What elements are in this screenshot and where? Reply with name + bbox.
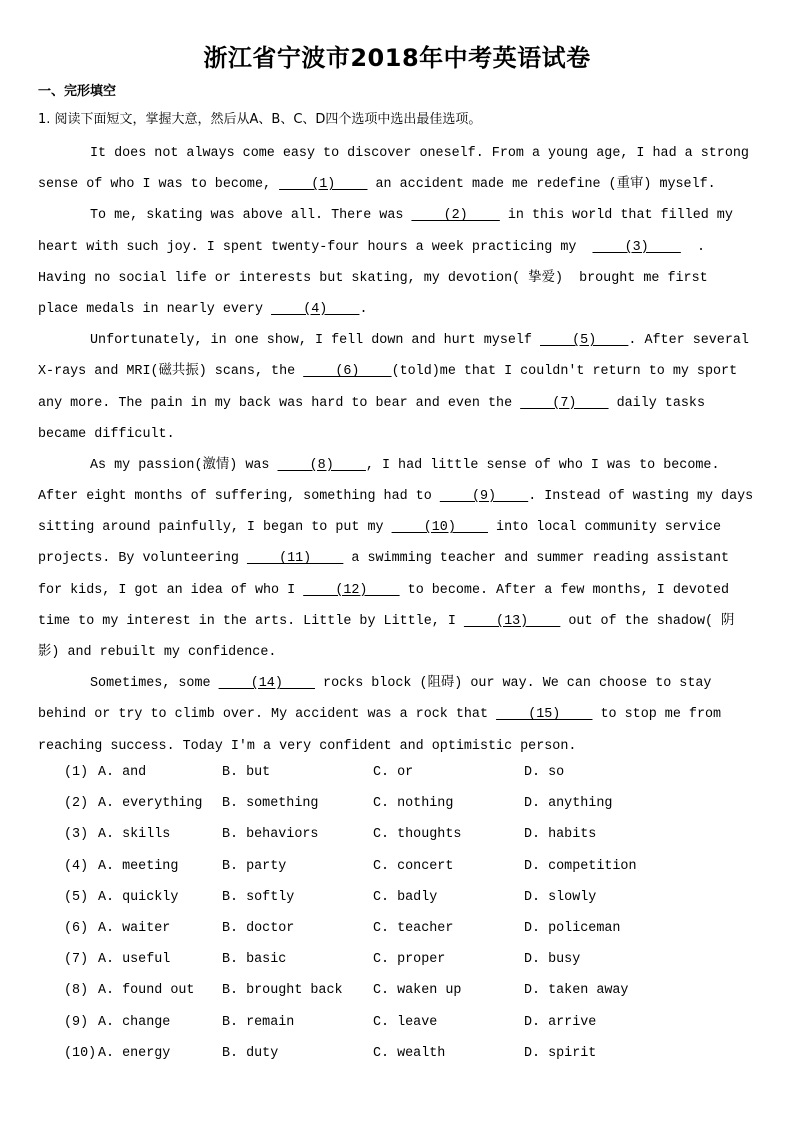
cloze-blank[interactable]: (5)	[540, 333, 629, 349]
option-a[interactable]: A. energy	[98, 1045, 171, 1061]
option-b[interactable]: B. party	[222, 858, 287, 874]
passage-text: , I had little sense of who I was to become.	[365, 457, 720, 473]
option-b[interactable]: B. behaviors	[222, 827, 319, 843]
option-a[interactable]: A. waiter	[98, 920, 171, 936]
cloze-blank[interactable]: (6)	[303, 364, 392, 380]
passage-text: out of the shadow( 阴	[560, 613, 735, 629]
cloze-passage	[38, 138, 758, 762]
passage-text: To me, skating was above all. There was	[90, 208, 412, 224]
question-number: (4)	[64, 858, 89, 874]
cloze-blank[interactable]: (10)	[391, 520, 489, 536]
cloze-blank[interactable]: (14)	[218, 676, 316, 692]
passage-text: X-rays and MRI(磁共振) scans, the	[38, 364, 304, 380]
option-d[interactable]: D. taken away	[524, 983, 629, 999]
passage-line	[38, 138, 758, 169]
question-row	[64, 882, 764, 913]
cloze-blank[interactable]: (7)	[520, 395, 609, 411]
passage-text: any more. The pain in my back was hard to bear and even the	[38, 395, 521, 411]
cloze-blank[interactable]: (9)	[439, 489, 529, 505]
option-c[interactable]: C. proper	[373, 952, 446, 968]
passage-text: to become. After a few months, I devoted	[399, 582, 730, 598]
passage-text: sense of who I was to become,	[38, 177, 280, 193]
passage-line	[38, 543, 758, 574]
question-row	[64, 819, 764, 850]
question-number: (3)	[64, 827, 89, 843]
passage-line	[38, 575, 758, 606]
option-a[interactable]: A. and	[98, 765, 147, 780]
question-number: (5)	[64, 889, 89, 905]
option-c[interactable]: C. waken up	[373, 983, 462, 999]
option-a[interactable]: A. meeting	[98, 858, 179, 874]
option-c[interactable]: C. teacher	[373, 920, 454, 936]
option-a[interactable]: A. quickly	[98, 889, 179, 905]
question-row	[64, 788, 764, 819]
passage-line	[38, 232, 758, 263]
option-a[interactable]: A. everything	[98, 796, 203, 812]
option-d[interactable]: D. busy	[524, 952, 581, 968]
passage-text: for kids, I got an idea of who I	[38, 582, 304, 598]
question-number: (6)	[64, 920, 89, 936]
option-a[interactable]: A. useful	[98, 952, 171, 968]
passage-text: . Instead of wasting my days	[528, 489, 754, 505]
option-d[interactable]: D. competition	[524, 858, 637, 874]
question-number: (9)	[64, 1014, 89, 1030]
option-b[interactable]: B. basic	[222, 952, 287, 968]
passage-text: a swimming teacher and summer reading assistant	[343, 551, 730, 567]
option-c[interactable]: C. thoughts	[373, 827, 462, 843]
passage-text: .	[359, 301, 368, 317]
option-b[interactable]: B. doctor	[222, 920, 295, 936]
question-row	[64, 1038, 764, 1069]
cloze-blank[interactable]: (3)	[592, 239, 681, 255]
passage-text: projects. By volunteering	[38, 551, 247, 567]
option-c[interactable]: C. or	[373, 765, 414, 780]
question-row	[64, 757, 764, 788]
passage-text: place medals in nearly every	[38, 301, 272, 317]
option-c[interactable]: C. concert	[373, 858, 454, 874]
section-heading: 一、完形填空	[38, 84, 117, 99]
question-number: (10)	[64, 1045, 97, 1061]
cloze-blank[interactable]: (2)	[411, 208, 500, 224]
passage-text: Sometimes, some	[90, 676, 219, 692]
passage-text: (told)me that I couldn't return to my sport	[391, 364, 738, 380]
question-number: (8)	[64, 983, 89, 999]
passage-line	[38, 263, 758, 294]
option-a[interactable]: A. change	[98, 1014, 171, 1030]
option-c[interactable]: C. wealth	[373, 1045, 446, 1061]
option-b[interactable]: B. brought back	[222, 983, 343, 999]
cloze-blank[interactable]: (15)	[496, 707, 593, 723]
cloze-blank[interactable]: (11)	[246, 551, 344, 567]
passage-line	[38, 481, 758, 512]
option-d[interactable]: D. policeman	[524, 920, 621, 936]
passage-line	[38, 512, 758, 543]
passage-text: heart with such joy. I spent twenty-four hours a week practicing my	[38, 239, 593, 255]
cloze-blank[interactable]: (8)	[277, 457, 366, 473]
option-b[interactable]: B. remain	[222, 1014, 295, 1030]
cloze-blank[interactable]: (4)	[271, 301, 360, 317]
question-row	[64, 1007, 764, 1038]
passage-line	[38, 450, 758, 481]
passage-text: into local community service	[488, 520, 722, 536]
option-d[interactable]: D. arrive	[524, 1014, 597, 1030]
page-title: 浙江省宁波市2018年中考英语试卷	[203, 44, 591, 72]
cloze-blank[interactable]: (13)	[463, 613, 561, 629]
option-c[interactable]: C. leave	[373, 1014, 438, 1030]
passage-line	[38, 419, 758, 450]
passage-line	[38, 388, 758, 419]
passage-line	[38, 325, 758, 356]
option-b[interactable]: B. something	[222, 796, 319, 812]
passage-line	[38, 294, 758, 325]
option-b[interactable]: B. duty	[222, 1045, 279, 1061]
question-row	[64, 851, 764, 882]
passage-text: It does not always come easy to discover oneself. From a young age, I had a strong	[90, 146, 749, 161]
passage-text: Having no social life or interests but skating, my devotion( 挚爱) brought me first	[38, 270, 708, 286]
passage-line	[38, 169, 758, 200]
passage-text: After eight months of suffering, something had to	[38, 489, 440, 505]
option-c[interactable]: C. badly	[373, 889, 438, 905]
passage-text: As my passion(激情) was	[90, 457, 278, 473]
passage-text: an accident made me redefine (重审) myself.	[367, 177, 716, 193]
question-number: (1)	[64, 765, 89, 780]
passage-text: daily tasks	[608, 395, 705, 411]
answer-options	[64, 757, 764, 1069]
passage-line	[38, 200, 758, 231]
passage-line	[38, 637, 758, 668]
question-row	[64, 944, 764, 975]
option-d[interactable]: D. habits	[524, 827, 597, 843]
option-d[interactable]: D. spirit	[524, 1045, 597, 1061]
passage-text: behind or try to climb over. My accident was a rock that	[38, 707, 497, 723]
passage-text: reaching success. Today I'm a very confident and optimistic person.	[38, 738, 577, 754]
question-number: (7)	[64, 952, 89, 968]
option-a[interactable]: A. found out	[98, 983, 195, 999]
option-c[interactable]: C. nothing	[373, 796, 454, 812]
passage-text: sitting around painfully, I began to put my	[38, 520, 392, 536]
option-d[interactable]: D. slowly	[524, 889, 597, 905]
option-d[interactable]: D. so	[524, 765, 565, 780]
question-number: (2)	[64, 796, 89, 812]
cloze-blank[interactable]: (1)	[279, 177, 368, 193]
passage-line	[38, 668, 758, 699]
passage-text: time to my interest in the arts. Little by Little, I	[38, 613, 464, 629]
passage-text: . After several	[628, 333, 749, 349]
passage-text: .	[680, 239, 705, 255]
cloze-blank[interactable]: (12)	[303, 582, 400, 598]
option-a[interactable]: A. skills	[98, 827, 171, 843]
question-row	[64, 975, 764, 1006]
passage-line	[38, 699, 758, 730]
passage-line	[38, 356, 758, 387]
passage-text: Unfortunately, in one show, I fell down and hurt myself	[90, 333, 540, 349]
passage-text: to stop me from	[592, 707, 722, 723]
option-b[interactable]: B. but	[222, 765, 271, 780]
passage-text: in this world that filled my	[499, 208, 733, 224]
question-row	[64, 913, 764, 944]
option-d[interactable]: D. anything	[524, 796, 613, 812]
option-b[interactable]: B. softly	[222, 889, 295, 905]
question-instruction: 1. 阅读下面短文，掌握大意，然后从A、B、C、D四个选项中选出最佳选项。	[38, 112, 482, 127]
passage-text: rocks block (阻碍) our way. We can choose to stay	[315, 676, 712, 692]
passage-text: 影) and rebuilt my confidence.	[38, 645, 277, 660]
passage-line	[38, 606, 758, 637]
passage-text: became difficult.	[38, 426, 175, 442]
